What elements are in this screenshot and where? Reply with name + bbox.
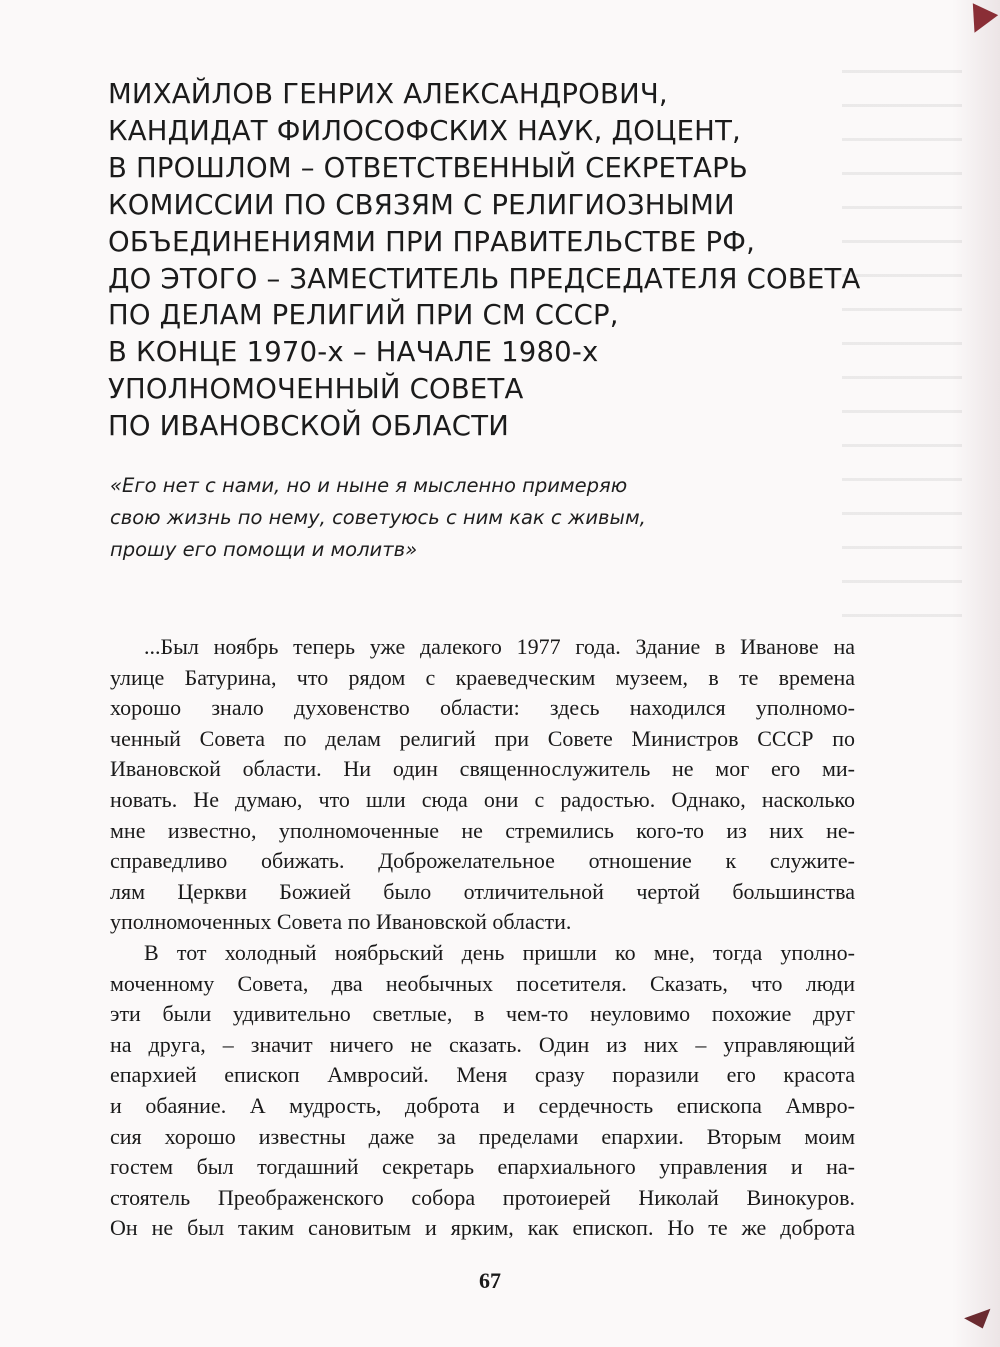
paragraph-2 — [110, 938, 855, 1244]
heading-line: УПОЛНОМОЧЕННЫЙ СОВЕТА — [108, 373, 524, 406]
text-line: Он не был таким сановитым и ярким, как епископ. Но те же доброта — [110, 1215, 855, 1241]
heading-line: ПО ИВАНОВСКОЙ ОБЛАСТИ — [108, 410, 509, 443]
text-line: справедливо обижать. Доброжелательное отношение к служите- — [110, 848, 855, 874]
text-line: гостем был тогдашний секретарь епархиального управления и на- — [110, 1154, 855, 1180]
epigraph-line: прошу его помощи и молитв» — [110, 538, 418, 561]
epigraph-line: свою жизнь по нему, советуюсь с ним как с живым, — [110, 506, 646, 529]
heading-line: В КОНЦЕ 1970-х – НАЧАЛЕ 1980-х — [108, 336, 599, 369]
heading-line: ДО ЭТОГО – ЗАМЕСТИТЕЛЬ ПРЕДСЕДАТЕЛЯ СОВЕТА — [108, 262, 861, 295]
epigraph-quote — [110, 470, 850, 566]
text-line: моченному Совета, два необычных посетителя. Сказать, что люди — [110, 970, 855, 996]
body-text — [110, 632, 855, 1244]
text-line: мне известно, уполномоченные не стремились кого-то из них не- — [110, 817, 855, 843]
text-line: уполномоченных Совета по Ивановской области. — [110, 909, 572, 935]
heading-line: МИХАЙЛОВ ГЕНРИХ АЛЕКСАНДРОВИЧ, — [108, 78, 668, 110]
text-line: на друга, – значит ничего не сказать. Один из них – управляющий — [110, 1031, 855, 1057]
heading-line: В ПРОШЛОМ – ОТВЕТСТВЕННЫЙ СЕКРЕТАРЬ — [108, 151, 748, 184]
text-line: эти были удивительно светлые, в чем-то неуловимо похожие друг — [110, 1001, 855, 1027]
text-line: и обаяние. А мудрость, доброта и сердечность епископа Амвро- — [110, 1092, 855, 1118]
text-line: лям Церкви Божией было отличительной чертой большинства — [110, 878, 855, 904]
heading-line: КОМИССИИ ПО СВЯЗЯМ С РЕЛИГИОЗНЫМИ — [108, 188, 735, 221]
text-line: сия хорошо известны даже за пределами епархии. Вторым моим — [110, 1123, 855, 1149]
epigraph-line: «Его нет с нами, но и ныне я мысленно примеряю — [110, 474, 628, 497]
text-line: улице Батурина, что рядом с краеведческим музеем, в те времена — [110, 664, 855, 690]
text-line: Ивановской области. Ни один священнослужитель не мог его ми- — [110, 756, 855, 782]
heading-line: ПО ДЕЛАМ РЕЛИГИЙ ПРИ СМ СССР, — [108, 299, 619, 332]
text-line: В тот холодный ноябрьский день пришли ко мне, тогда уполно- — [144, 939, 855, 965]
text-line: хорошо знало духовенство области: здесь находился уполномо- — [110, 695, 855, 721]
chapter-heading — [108, 76, 868, 445]
text-line: новать. Не думаю, что шли сюда они с радостью. Однако, насколько — [110, 786, 855, 812]
text-line: епархией епископ Амвросий. Меня сразу поразили его красота — [110, 1062, 855, 1088]
heading-line: ОБЪЕДИНЕНИЯМИ ПРИ ПРАВИТЕЛЬСТВЕ РФ, — [108, 225, 756, 258]
text-line: стоятель Преображенского собора протоиерей Николай Винокуров. — [110, 1184, 855, 1210]
page-number: 67 — [479, 1268, 501, 1293]
paragraph-1 — [110, 632, 855, 938]
text-line: ченный Совета по делам религий при Совете Министров СССР по — [110, 725, 855, 751]
heading-line: КАНДИДАТ ФИЛОСОФСКИХ НАУК, ДОЦЕНТ, — [108, 114, 742, 147]
text-line: ...Был ноябрь теперь уже далекого 1977 года. Здание в Иванове на — [144, 634, 855, 659]
